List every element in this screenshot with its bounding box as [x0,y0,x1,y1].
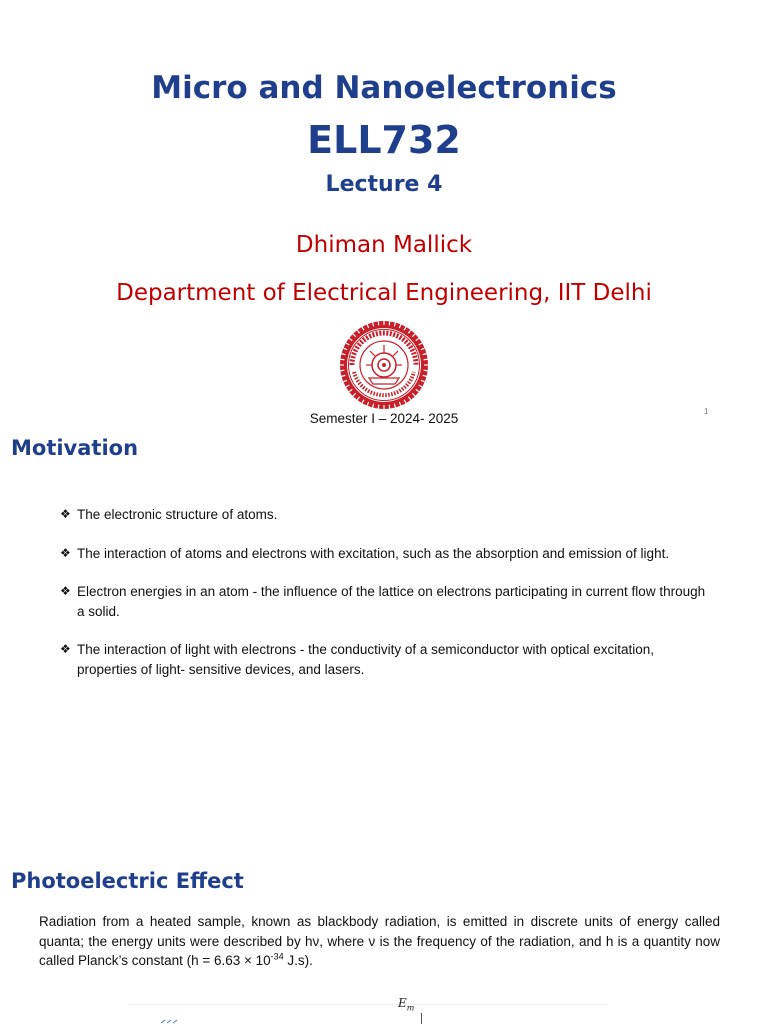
title-slide [0,0,768,432]
slide-page-number: 1 [704,407,709,416]
bullet-text: The electronic structure of atoms. [77,507,278,522]
blackbody-paragraph [39,912,720,971]
list-item [60,505,710,525]
diamond-bullet-icon: ❖ [60,545,71,560]
motivation-bullet-list [60,505,710,698]
author-name: Dhiman Mallick [295,232,473,258]
energy-subscript: m [406,1003,415,1013]
bullet-text: Electron energies in an atom - the influence of the lattice on electrons participating in current flow through a solid. [77,584,706,619]
department-name: Department of Electrical Engineering, IIT Delhi [116,280,652,306]
energy-symbol: E [398,996,407,1010]
course-code: ELL732 [307,118,461,162]
list-item [60,640,710,679]
list-item [60,582,710,621]
course-title: Micro and Nanoelectronics [151,70,617,106]
photoelectric-heading: Photoelectric Effect [11,869,244,893]
list-item [60,544,710,564]
energy-axis-line [421,1013,422,1024]
iit-delhi-seal-icon [339,320,429,410]
energy-diagram-figure [128,1004,608,1024]
exponent: -34 [270,951,284,962]
diamond-bullet-icon: ❖ [60,642,71,656]
semester-label: Semester I – 2024- 2025 [309,411,459,426]
paragraph-text: Radiation from a heated sample, known as blackbody radiation, is emitted in discrete units of energy called quanta; the energy units were described by hν, where ν is the frequency of the radiation, and h is a quantity now called Planck’s constant (h = 6.63 × 10 [39,914,720,968]
motivation-heading: Motivation [11,436,139,460]
figure-arrow-fragment-icon [160,1019,178,1024]
lecture-number: Lecture 4 [325,172,443,197]
bullet-text: The interaction of atoms and electrons with excitation, such as the absorption and emission of light. [77,545,670,561]
energy-level-label [398,996,414,1012]
diamond-bullet-icon: ❖ [60,584,71,598]
diamond-bullet-icon: ❖ [60,507,71,521]
bullet-text: The interaction of light with electrons - the conductivity of a semiconductor with optical excitation, properties of light- sensitive devices, and lasers. [77,642,655,677]
paragraph-end: J.s). [283,953,313,968]
